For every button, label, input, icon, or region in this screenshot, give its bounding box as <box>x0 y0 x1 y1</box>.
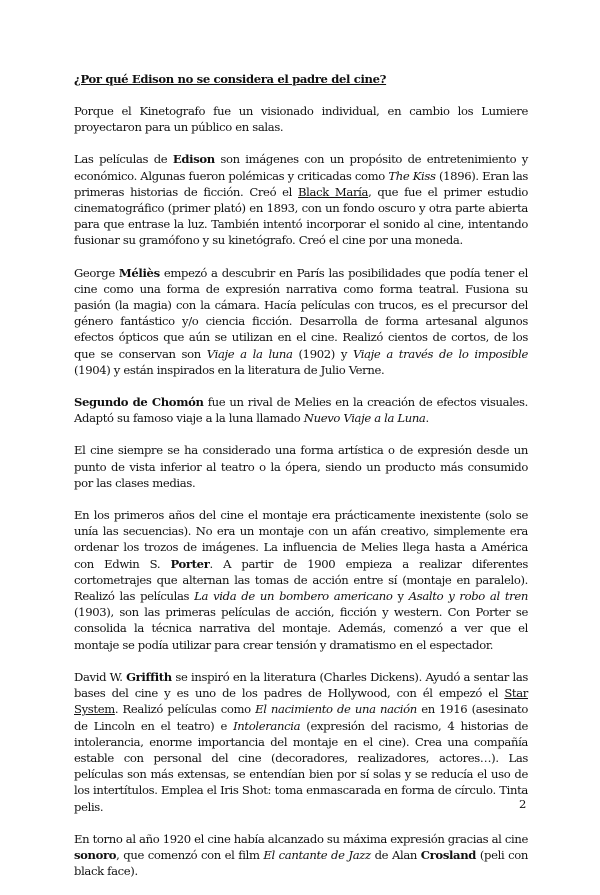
paragraph-cine-artistico: El cine siempre se ha considerado una forma artística o de expresión desde un punto de vista inferior al teatro o la ópera, siendo un producto más consumido por las clases medias. <box>74 443 528 490</box>
paragraph-montaje: En los primeros años del cine el montaje era prácticamente inexistente (solo se unía las secuencias). No era un montaje con un afán creativo, simplemente era ordenar los trozos de imágenes. La influencia de Melies llega hasta a América con Edwin S. Porter. A partir de 1900 empieza a realizar diferentes cortometrajes que alternan las tomas de acción entre sí (montaje en paralelo). Realizó las películas La vida de un bombero americano y Asalto y robo al tren (1903), son las primeras películas de acción, ficción y western. Con Porter se consolida la técnica narrativa del montaje. Además, comenzó a ver que el montaje se podía utilizar para crear tensión y dramatismo en el espectador. <box>74 508 528 652</box>
paragraph-chomon: Segundo de Chomón fue un rival de Melies en la creación de efectos visuales. Adaptó su famoso viaje a la luna llamado Nuevo Viaje a la Luna. <box>74 395 528 426</box>
paragraph-griffith: David W. Griffith se inspiró en la literatura (Charles Dickens). Ayudó a sentar las bases del cine y es uno de los padres de Hollywood, con él empezó el Star System. Realizó películas como El nacimiento de una nación en 1916 (asesinato de Lincoln en el teatro) e Intolerancia (expresión del racismo, 4 historias de intolerancia, enorme importancia del montaje en el cine). Crea una compañía estable con personal del cine (decoradores, realizadores, actores…). Las películas son más extensas, se entendían bien por sí solas y se reducía el uso de los intertítulos. Emplea el Iris Shot: toma enmascarada en forma de círculo. Tinta pelis. <box>74 669 528 814</box>
section-heading: ¿Por qué Edison no se considera el padre del cine? <box>74 72 387 86</box>
name-melies: Méliès <box>118 265 160 280</box>
name-porter: Porter <box>170 556 210 571</box>
film-title-viaje-luna: Viaje a la luna <box>206 346 293 361</box>
name-griffith: Griffith <box>126 669 172 684</box>
film-title-the-kiss: The Kiss <box>388 168 436 183</box>
paragraph-melies: George Méliès empezó a descubrir en París las posibilidades que podía tener el cine como una forma de expresión narrativa como forma teatral. Fusiona su pasión (la magia) con la cámara. Hacía películas con trucos, es el precursor del género fantástico y/o ciencia ficción. Desarrolla de forma artesanal algunos efectos ópticos que aún se utilizan en el cine. Realizó cientos de cortos, de los que se conservan son Viaje a la luna (1902) y Viaje a través de lo imposible (1904) y están inspirados en la literatura de Julio Verne. <box>74 265 528 377</box>
term-sonoro: sonoro <box>74 847 117 862</box>
page-number: 2 <box>519 797 527 811</box>
film-title-nacimiento: El nacimiento de una nación <box>255 702 417 717</box>
film-title-intolerancia: Intolerancia <box>233 718 301 733</box>
term-star-system: Star System <box>74 686 528 717</box>
paragraph-edison: Las películas de Edison son imágenes con un propósito de entretenimiento y económico. Algunas fueron polémicas y criticadas como The Kiss (1896). Eran las primeras historias de ficción. Creó el Black María, que fue el primer estudio cinematográfico (primer plató) en 1893, con un fondo oscuro y otra parte abierta para que entrase la luz. También intentó incorporar el sonido al cine, intentando fusionar su gramófono y su kinetógrafo. Creó el cine por una moneda. <box>74 152 528 248</box>
name-edison: Edison <box>172 152 215 167</box>
paragraph-kinetografo: Porque el Kinetografo fue un visionado individual, en cambio los Lumiere proyectaron para un público en salas. <box>74 104 528 135</box>
term-black-maria: Black María <box>298 184 369 199</box>
paragraph-sonoro: En torno al año 1920 el cine había alcanzado su máxima expresión gracias al cine sonoro, que comenzó con el film El cantante de Jazz de Alan Crosland (peli con black face). <box>74 831 528 879</box>
name-chomon: Segundo de Chomón <box>74 395 204 410</box>
film-title-cantante-jazz: El cantante de Jazz <box>263 847 371 862</box>
film-title-asalto: Asalto y robo al tren <box>408 589 528 604</box>
film-title-nuevo-viaje: Nuevo Viaje a la Luna <box>303 411 426 426</box>
document-body <box>74 71 528 895</box>
name-crosland: Crosland <box>420 847 477 862</box>
film-title-viaje-imposible: Viaje a través de lo imposible <box>352 346 528 361</box>
film-title-bombero: La vida de un bombero americano <box>194 589 393 604</box>
